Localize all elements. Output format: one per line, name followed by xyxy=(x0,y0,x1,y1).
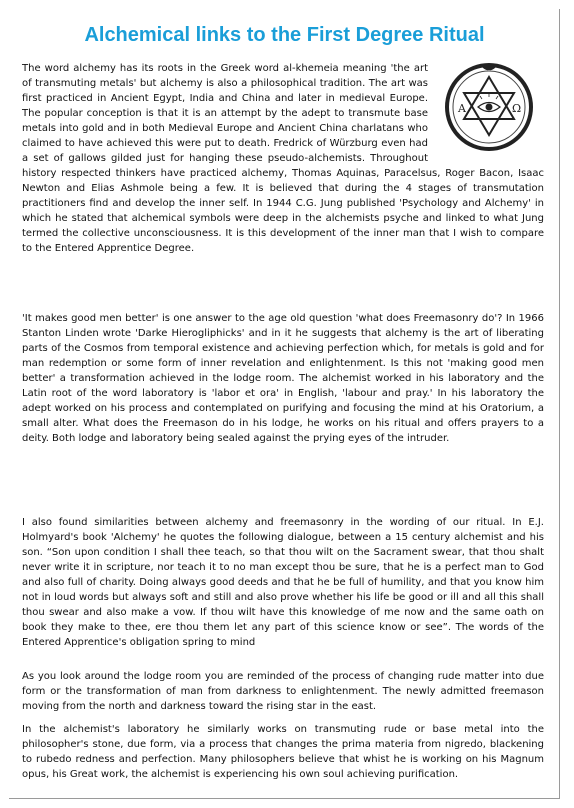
emblem-figure xyxy=(434,61,544,153)
alpha-glyph: A xyxy=(458,102,466,115)
paragraph-1 xyxy=(22,61,544,256)
paragraph-1-text: The word alchemy has its roots in the Greek word al-khemeia meaning 'the art of transmuting metals' but alchemy is also a philosophical tradition. The art was first practiced in Ancient Egypt, India and China and later in medieval Europe. The popular conception is that it is an attempt by the adept to transmute base metals into gold and in both Medieval Europe and Ancient China charlatans who claimed to have achieved this were put to death. Fredrick of Würzburg even had a set of gallows gilded just for hanging these pseudo-alchemists. Throughout history respected thinkers have practiced alchemy, Thomas Aquinas, Paracelsus, Roger Bacon, Isaac Newton and Elias Ashmole being a few. It is believed that during the 4 stages of transmutation practitioners find and develop the inner self. In 1944 C.G. Jung published 'Psychology and Alchemy' in which he stated that alchemical symbols were deep in the alchemists psyche and linked to what Jung termed the collective unconsciousness. It is this development of the inner man that I wish to compare to the Entered Apprentice Degree. xyxy=(22,63,544,254)
omega-glyph: Ω xyxy=(512,102,522,115)
paragraph-3: I also found similarities between alchemy and freemasonry in the wording of our ritual. In E.J. Holmyard's book 'Alchemy' he quotes the following dialogue, between a 15 century alchemist and his son. “Son upon condition I shall thee teach, so that thou wilt on the Sacrament swear, that thou shalt never write it in scripture, nor teach it to no man except thou be sure, that he is a perfect man to God and also full of charity. Doing always good deeds and that he be full of humility, and that you know him not in loud words but always soft and still and also prove whether his life be good or ill and all this shall thou swear and also make a vow. If thou wilt have this knowledge of me now and the same oath on book they make to thee, ere thou them let any part of this science know or see”. The words of the Entered Apprentice's obligation spring to mind xyxy=(22,517,544,648)
document-title: Alchemical links to the First Degree Ritual xyxy=(84,24,485,46)
document-page xyxy=(9,9,560,799)
paragraph-5: In the alchemist's laboratory he similarly works on transmuting rude or base metal into the philosopher's stone, due form, via a process that changes the prima materia from nigredo, blackening to rubedo redness and perfection. Many philosophers believe that whist he is working on his Magnum opus, his Great work, the alchemist is experiencing his own soul achieving purification. xyxy=(22,724,544,780)
paragraph-4: As you look around the lodge room you are reminded of the process of changing rude matter into due form or the transformation of man from darkness to enlightenment. The newly admitted freemason moving from the north and darkness toward the rising star in the east. xyxy=(22,671,544,712)
paragraph-2: 'It makes good men better' is one answer to the age old question 'what does Freemasonry do'? In 1966 Stanton Linden wrote 'Darke Hierogliphicks' and in it he suggests that alchemy is the art of liberating parts of the Cosmos from temporal existence and achieving perfection which, for metals is gold and for man redemption or some form of inner revelation and enlightenment. Is this not 'making good men better' a transformation achieved in the lodge room. The alchemist worked in his laboratory and the Latin root of the word laboratory is 'labor et ora' in English, 'labour and pray.' In his laboratory the adept worked on his process and contemplated on purifying and focusing the mind at his Oratorium, a small alter. What does the Freemason do in his lodge, he works on his ritual and offers prayers to a deity. Both lodge and laboratory being sealed against the prying eyes of the intruder. xyxy=(22,313,544,444)
ouroboros-hexagram-emblem-icon xyxy=(434,61,544,153)
